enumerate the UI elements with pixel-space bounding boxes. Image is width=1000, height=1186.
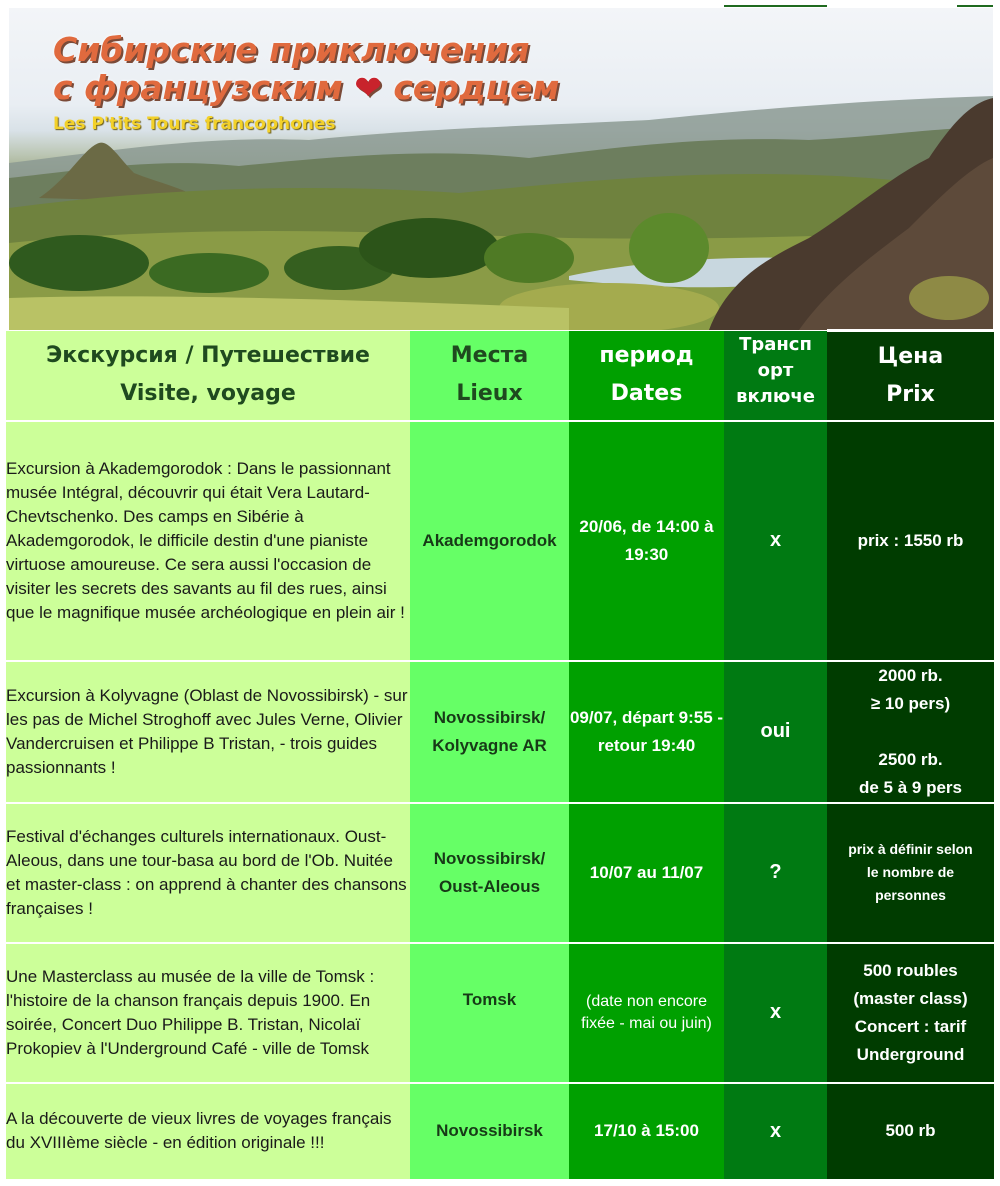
header-price-fr: Prix bbox=[886, 381, 935, 407]
row-date: 10/07 au 11/07 bbox=[569, 803, 724, 943]
banner-title-line-2-start: с французским bbox=[53, 68, 343, 107]
table-row bbox=[6, 661, 994, 803]
header-transport-line-1: Трансп bbox=[739, 333, 812, 355]
banner-title-line-2 bbox=[53, 68, 559, 108]
row-description: Une Masterclass au musée de la ville de Tomsk : l'histoire de la chanson français depuis 1900. En soirée, Concert Duo Philippe B. Tristan, Nicolaï Prokopiev à l'Underground Café - ville de Tomsk bbox=[6, 943, 410, 1083]
row-transport: x bbox=[724, 421, 827, 661]
row-price-line: personnes bbox=[875, 887, 946, 903]
header-dates-fr: Dates bbox=[610, 381, 683, 406]
row-price bbox=[827, 421, 994, 661]
banner-title-line-1: Сибирские приключения bbox=[53, 30, 530, 69]
header-transport bbox=[724, 331, 827, 421]
banner-top-line-1 bbox=[724, 5, 827, 7]
row-date: (date non encore fixée - mai ou juin) bbox=[569, 943, 724, 1083]
row-price-line: 2000 rb. bbox=[878, 665, 943, 685]
row-price bbox=[827, 1083, 994, 1179]
row-date: 17/10 à 15:00 bbox=[569, 1083, 724, 1179]
header-transport-line-2: орт bbox=[757, 359, 794, 381]
banner-image bbox=[9, 8, 993, 330]
row-transport: x bbox=[724, 1083, 827, 1179]
row-price bbox=[827, 661, 994, 803]
row-price-line: (master class) bbox=[853, 988, 968, 1008]
row-price-line: le nombre de bbox=[866, 864, 955, 880]
header-row bbox=[6, 331, 994, 421]
row-price-line: ≥ 10 pers) bbox=[870, 693, 951, 713]
header-excursion bbox=[6, 331, 410, 421]
row-price-line: 500 roubles bbox=[863, 960, 958, 980]
banner-top-line-2 bbox=[957, 5, 993, 7]
header-excursion-fr: Visite, voyage bbox=[120, 381, 296, 406]
tours-table bbox=[6, 329, 994, 1179]
row-price bbox=[827, 803, 994, 943]
row-price-line: prix : 1550 rb bbox=[857, 530, 964, 550]
row-description: Excursion à Akademgorodok : Dans le passionnant musée Intégral, découvrir qui était Vera Lautard-Chevtschenko. Des camps en Sibérie à Akademgorodok, le difficile destin d'une pianiste virtuose amoureuse. Ce sera aussi l'occasion de visiter les secrets des savants au fil des rues, ainsi que le magnifique musée archéologique en plein air ! bbox=[6, 421, 410, 661]
table-row bbox=[6, 943, 994, 1083]
row-description: Excursion à Kolyvagne (Oblast de Novossibirsk) - sur les pas de Michel Stroghoff avec Jules Verne, Olivier Vandercruisen et Philippe B Tristan, - trois guides passionnants ! bbox=[6, 661, 410, 803]
row-price-line: 2500 rb. bbox=[878, 749, 943, 769]
heart-icon: ❤ bbox=[354, 68, 382, 107]
header-excursion-ru: Экскурсия / Путешествие bbox=[46, 343, 370, 368]
row-transport: x bbox=[724, 943, 827, 1083]
row-transport: ? bbox=[724, 803, 827, 943]
row-place: Novossibirsk/ Kolyvagne AR bbox=[410, 661, 569, 803]
header-dates-ru: период bbox=[599, 343, 694, 368]
header-price bbox=[827, 331, 994, 421]
row-date: 20/06, de 14:00 à 19:30 bbox=[569, 421, 724, 661]
banner-subtitle: Les P'tits Tours francophones bbox=[53, 114, 336, 134]
table-row bbox=[6, 421, 994, 661]
row-price-line: prix à définir selon bbox=[848, 841, 973, 857]
header-places bbox=[410, 331, 569, 421]
header-places-ru: Места bbox=[450, 343, 529, 368]
row-price-line: 500 rb bbox=[885, 1121, 936, 1140]
row-date: 09/07, départ 9:55 - retour 19:40 bbox=[569, 661, 724, 803]
row-description: A la découverte de vieux livres de voyages français du XVIIIème siècle - en édition originale !!! bbox=[6, 1083, 410, 1179]
table-row bbox=[6, 803, 994, 943]
row-place: Novossibirsk/ Oust-Aleous bbox=[410, 803, 569, 943]
row-price-spacer bbox=[827, 718, 994, 746]
row-price-line: Underground bbox=[856, 1044, 965, 1064]
row-price-line: de 5 à 9 pers bbox=[858, 777, 962, 797]
header-dates bbox=[569, 331, 724, 421]
row-place: Tomsk bbox=[410, 943, 569, 1083]
row-place: Novossibirsk bbox=[410, 1083, 569, 1179]
row-place: Akademgorodok bbox=[410, 421, 569, 661]
row-price-line: Concert : tarif bbox=[854, 1016, 967, 1036]
header-places-fr: Lieux bbox=[456, 381, 523, 406]
header-price-ru: Цена bbox=[877, 343, 944, 369]
header-transport-line-3: включе bbox=[736, 385, 815, 407]
row-description: Festival d'échanges culturels internationaux. Oust-Aleous, dans une tour-basa au bord de l'Ob. Nuitée et master-class : on apprend à chanter des chansons françaises ! bbox=[6, 803, 410, 943]
row-price bbox=[827, 943, 994, 1083]
banner-title-line-2-end: сердцем bbox=[393, 68, 560, 107]
row-transport: oui bbox=[724, 661, 827, 803]
table-row bbox=[6, 1083, 994, 1179]
